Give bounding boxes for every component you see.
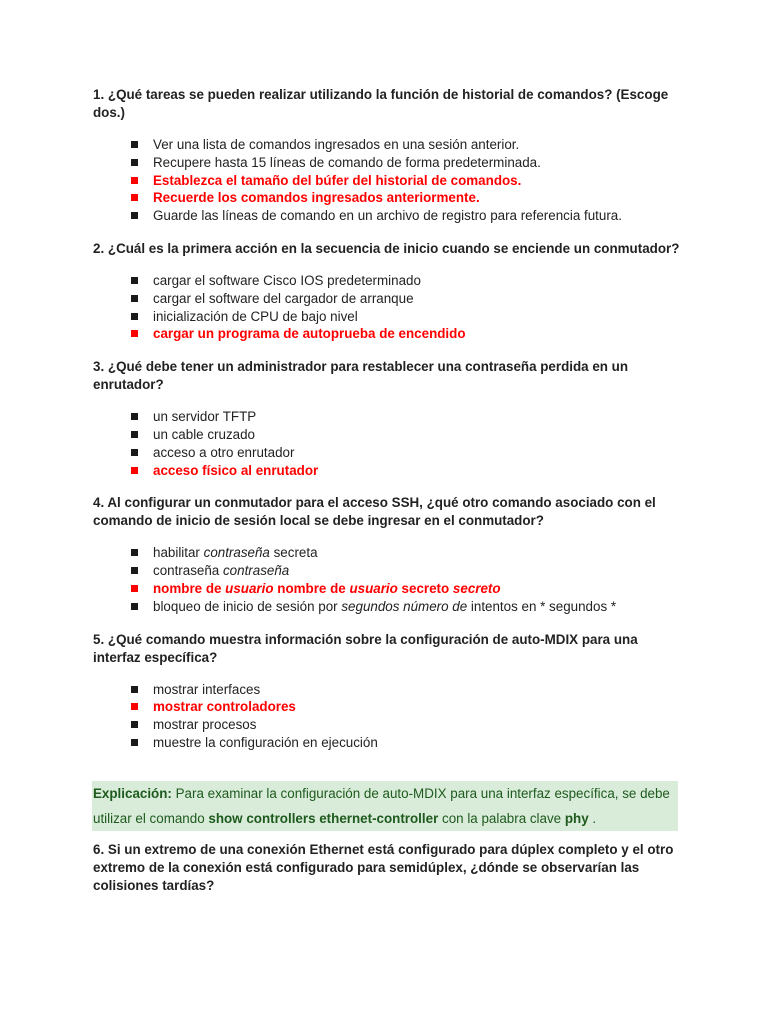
question-text: 2. ¿Cuál es la primera acción en la secuencia de inicio cuando se enciende un conmutador? xyxy=(93,240,680,256)
answer-list xyxy=(93,681,683,752)
square-bullet-icon xyxy=(131,177,138,184)
square-bullet-icon xyxy=(131,295,138,302)
answer-option: cargar el software del cargador de arranque xyxy=(93,290,683,308)
correct-answer-option: acceso físico al enrutador xyxy=(93,462,683,480)
explanation-label: Explicación: xyxy=(93,785,172,801)
answer-option: un cable cruzado xyxy=(93,426,683,444)
answer-option: bloqueo de inicio de sesión por segundos número de intentos en * segundos * xyxy=(93,598,683,616)
answer-list xyxy=(93,408,683,479)
square-bullet-icon xyxy=(131,703,138,710)
command-name: show controllers ethernet-controller xyxy=(208,810,439,826)
square-bullet-icon xyxy=(131,277,138,284)
answer-option: inicialización de CPU de bajo nivel xyxy=(93,308,683,326)
answer-option: muestre la configuración en ejecución xyxy=(93,734,683,752)
answer-option: acceso a otro enrutador xyxy=(93,444,683,462)
square-bullet-icon xyxy=(131,603,138,610)
square-bullet-icon xyxy=(131,159,138,166)
square-bullet-icon xyxy=(131,467,138,474)
correct-answer-option: cargar un programa de autoprueba de encendido xyxy=(93,325,683,343)
square-bullet-icon xyxy=(131,313,138,320)
answer-option: Guarde las líneas de comando en un archivo de registro para referencia futura. xyxy=(93,207,683,225)
correct-answer-option: nombre de usuario nombre de usuario secreto secreto xyxy=(93,580,683,598)
keyword-name: phy xyxy=(564,810,589,826)
answer-option: un servidor TFTP xyxy=(93,408,683,426)
answer-option: Recupere hasta 15 líneas de comando de forma predeterminada. xyxy=(93,154,683,172)
question-block-4 xyxy=(93,494,683,615)
square-bullet-icon xyxy=(131,194,138,201)
answer-list xyxy=(93,544,683,615)
answer-option: mostrar procesos xyxy=(93,716,683,734)
correct-answer-option: mostrar controladores xyxy=(93,698,683,716)
square-bullet-icon xyxy=(131,431,138,438)
square-bullet-icon xyxy=(131,549,138,556)
question-block-5 xyxy=(93,631,683,752)
square-bullet-icon xyxy=(131,567,138,574)
square-bullet-icon xyxy=(131,686,138,693)
answer-option: habilitar contraseña secreta xyxy=(93,544,683,562)
question-text: 6. Si un extremo de una conexión Ethernet está configurado para dúplex completo y el otro extremo de la conexión está configurado para semidúplex, ¿dónde se observarían las colisiones tardías? xyxy=(93,841,674,893)
correct-answer-option: Recuerde los comandos ingresados anteriormente. xyxy=(93,189,683,207)
question-text: 1. ¿Qué tareas se pueden realizar utilizando la función de historial de comandos? (Escoge dos.) xyxy=(93,87,669,120)
answer-option: Ver una lista de comandos ingresados en una sesión anterior. xyxy=(93,136,683,154)
square-bullet-icon xyxy=(131,585,138,592)
answer-option: cargar el software Cisco IOS predeterminado xyxy=(93,272,683,290)
square-bullet-icon xyxy=(131,413,138,420)
question-block-2 xyxy=(93,240,683,343)
answer-list xyxy=(93,272,683,343)
square-bullet-icon xyxy=(131,330,138,337)
question-text: 3. ¿Qué debe tener un administrador para restablecer una contraseña perdida en un enrutador? xyxy=(93,359,629,393)
explanation-box: Explicación: Para examinar la configuración de auto-MDIX para una interfaz específica, se debe utilizar el comando show controllers ethernet-controller con la palabra clave phy . xyxy=(92,781,678,831)
correct-answer-option: Establezca el tamaño del búfer del historial de comandos. xyxy=(93,172,683,190)
question-text: 4. Al configurar un conmutador para el acceso SSH, ¿qué otro comando asociado con el comando de inicio de sesión local se debe ingresar en el conmutador? xyxy=(93,495,656,529)
answer-option: mostrar interfaces xyxy=(93,681,683,699)
square-bullet-icon xyxy=(131,141,138,148)
square-bullet-icon xyxy=(131,212,138,219)
square-bullet-icon xyxy=(131,739,138,746)
question-text: 5. ¿Qué comando muestra información sobre la configuración de auto-MDIX para una interfaz específica? xyxy=(93,631,638,665)
square-bullet-icon xyxy=(131,721,138,728)
question-block-1 xyxy=(93,86,683,225)
answer-list xyxy=(93,136,683,225)
quiz-content xyxy=(93,86,683,895)
question-block-3 xyxy=(93,358,683,479)
question-block-6 xyxy=(93,841,683,895)
answer-option: contraseña contraseña xyxy=(93,562,683,580)
square-bullet-icon xyxy=(131,449,138,456)
